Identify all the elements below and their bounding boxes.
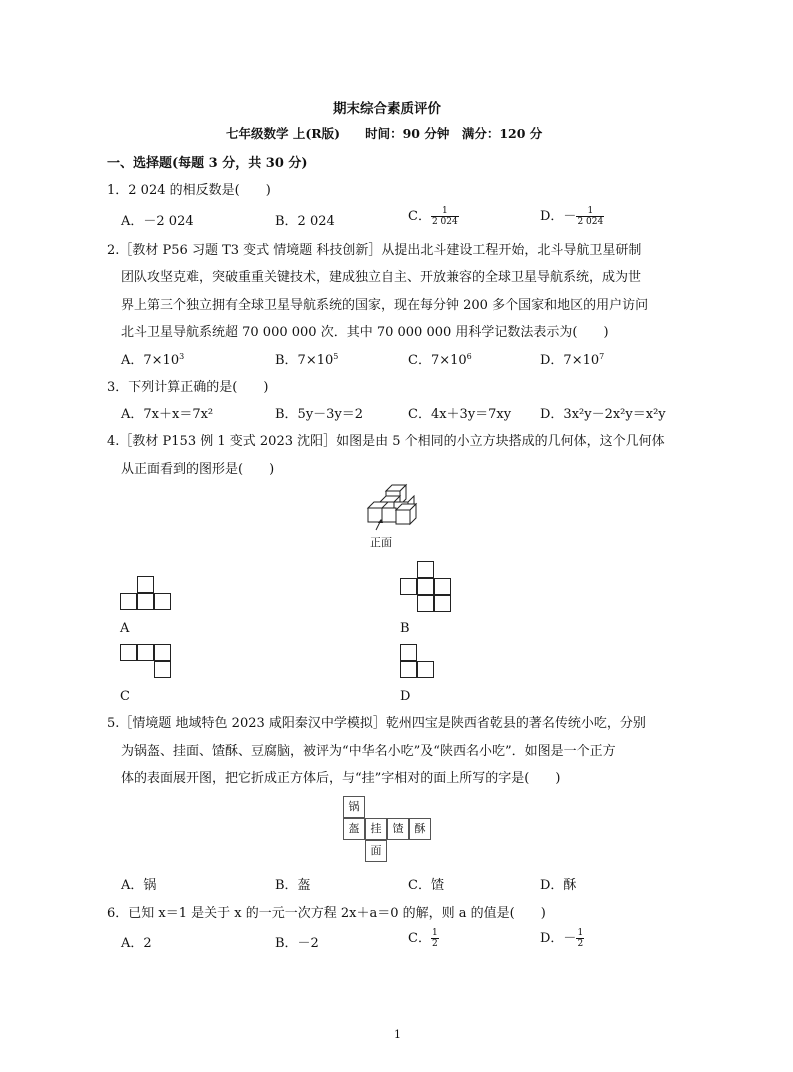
q4-option-d-label: D [400, 689, 411, 704]
question-2-line-3: 界上第三个独立拥有全球卫星导航系统的国家，现在每分钟 200 多个国家和地区的用户访问 [121, 298, 649, 313]
grid-cell [137, 644, 154, 661]
q4-option-d-figure [400, 644, 436, 680]
q6-option-d [540, 927, 584, 949]
q3-option-d: D．3x²y－2x²y＝x²y [540, 407, 666, 422]
cube-net-figure [343, 796, 435, 866]
q4-option-c-label: C [120, 689, 130, 704]
grid-cell [137, 593, 154, 610]
question-5-line-1: 5.［情境题 地域特色 2023 咸阳秦汉中学模拟］乾州四宝是陕西省乾县的著名传统小吃，分别 [107, 716, 646, 731]
net-cell: 挂 [365, 818, 387, 840]
q2-option-b [275, 349, 338, 368]
grid-cell [400, 578, 417, 595]
fraction-denominator: 2 024 [577, 217, 604, 227]
net-cell: 馇 [387, 818, 409, 840]
q4-option-a-figure [120, 576, 173, 612]
q5-option-c: C．馇 [408, 878, 444, 893]
grid-cell [417, 561, 434, 578]
q2-option-c-exponent: 6 [466, 352, 472, 361]
q1-option-b: B．2 024 [275, 214, 335, 229]
q3-option-a: A．7x＋x＝7x² [121, 407, 214, 422]
grid-cell [137, 576, 154, 593]
q4-option-c-figure [120, 644, 173, 680]
q1-option-a: A．－2 024 [121, 214, 194, 229]
q3-option-b: B．5y－3y＝2 [275, 407, 364, 422]
q6-option-b: B．－2 [275, 936, 319, 951]
q6-option-c-fraction [431, 928, 439, 949]
net-cell: 酥 [409, 818, 431, 840]
q2-option-b-exponent: 5 [333, 352, 339, 361]
question-4-line-1: 4.［教材 P153 例 1 变式 2023 沈阳］如图是由 5 个相同的小立方块搭成的几何体，这个几何体 [107, 434, 665, 449]
question-2-line-1: 2.［教材 P56 习题 T3 变式 情境题 科技创新］从提出北斗建设工程开始，北斗导航卫星研制 [107, 243, 642, 258]
q2-option-a-exponent: 3 [179, 352, 185, 361]
fraction-numerator: 1 [577, 928, 584, 938]
q5-option-b: B．盔 [275, 878, 311, 893]
q3-option-c: C．4x＋3y＝7xy [408, 407, 512, 422]
q2-option-c-base: C．7×10 [408, 353, 467, 368]
fraction-denominator: 2 [431, 939, 438, 949]
grid-cell [120, 644, 137, 661]
q1-option-d [540, 205, 604, 227]
fraction-denominator: 2 024 [431, 217, 458, 227]
question-5-line-3: 体的表面展开图，把它折成正方体后，与“挂”字相对的面上所写的字是( ) [121, 771, 561, 786]
grid-cell [434, 595, 451, 612]
q4-option-b-label: B [400, 621, 410, 636]
fraction-numerator: 1 [431, 206, 459, 217]
q6-option-d-fraction [576, 928, 584, 949]
q4-option-b-figure [400, 561, 453, 614]
q5-option-a: A．锅 [121, 878, 157, 893]
question-4-line-2: 从正面看到的图形是( ) [121, 462, 275, 477]
grid-cell [154, 593, 171, 610]
q2-option-a-base: A．7×10 [121, 353, 180, 368]
q4-option-a-label: A [120, 621, 130, 636]
front-view-label: 正面 [370, 536, 392, 549]
cube-solid-figure [362, 480, 432, 532]
grid-cell [417, 578, 434, 595]
grid-cell [154, 661, 171, 678]
grid-cell [120, 593, 137, 610]
grid-cell [434, 578, 451, 595]
net-cell: 面 [365, 840, 387, 862]
grid-cell [417, 595, 434, 612]
q6-option-a: A．2 [121, 936, 152, 951]
net-cell: 锅 [343, 796, 365, 818]
q2-option-d [540, 349, 604, 368]
section-heading: 一、选择题(每题 3 分，共 30 分) [107, 156, 308, 171]
grid-cell [154, 644, 171, 661]
q5-option-d: D．酥 [540, 878, 577, 893]
question-6-stem: 6．已知 x＝1 是关于 x 的一元一次方程 2x＋a＝0 的解，则 a 的值是( ) [107, 906, 546, 921]
q2-option-b-base: B．7×10 [275, 353, 334, 368]
q1-option-d-prefix: D．－ [540, 209, 577, 224]
q2-option-d-exponent: 7 [599, 352, 605, 361]
question-2-line-2: 团队攻坚克难，突破重重关键技术，建成独立自主、开放兼容的全球卫星导航系统，成为世 [121, 270, 642, 285]
q6-option-c-prefix: C． [408, 931, 431, 946]
grid-cell [417, 661, 434, 678]
net-cell: 盔 [343, 818, 365, 840]
q2-option-c [408, 349, 472, 368]
question-2-line-4: 北斗卫星导航系统超 70 000 000 次．其中 70 000 000 用科学记数法表示为( ) [121, 325, 609, 340]
grid-cell [400, 661, 417, 678]
q6-option-c [408, 927, 439, 949]
question-5-line-2: 为锅盔、挂面、馇酥、豆腐脑，被评为“中华名小吃”及“陕西名小吃”．如图是一个正方 [121, 744, 616, 759]
fraction-numerator: 1 [431, 928, 438, 938]
question-3-stem: 3．下列计算正确的是( ) [107, 380, 269, 395]
q2-option-d-base: D．7×10 [540, 353, 600, 368]
q6-option-d-prefix: D．－ [540, 931, 577, 946]
q1-option-c-fraction [431, 206, 459, 227]
page-subtitle: 七年级数学 上(R版) 时间：90 分钟 满分：120 分 [226, 126, 543, 141]
q1-option-c-prefix: C． [408, 209, 431, 224]
fraction-denominator: 2 [577, 939, 584, 949]
fraction-numerator: 1 [576, 206, 604, 217]
page-title: 期末综合素质评价 [333, 101, 441, 117]
grid-cell [400, 644, 417, 661]
q2-option-a [121, 349, 184, 368]
q1-option-c [408, 205, 459, 227]
q1-option-d-fraction [576, 206, 604, 227]
question-1-stem: 1．2 024 的相反数是( ) [107, 183, 271, 198]
page-number: 1 [394, 1028, 401, 1041]
